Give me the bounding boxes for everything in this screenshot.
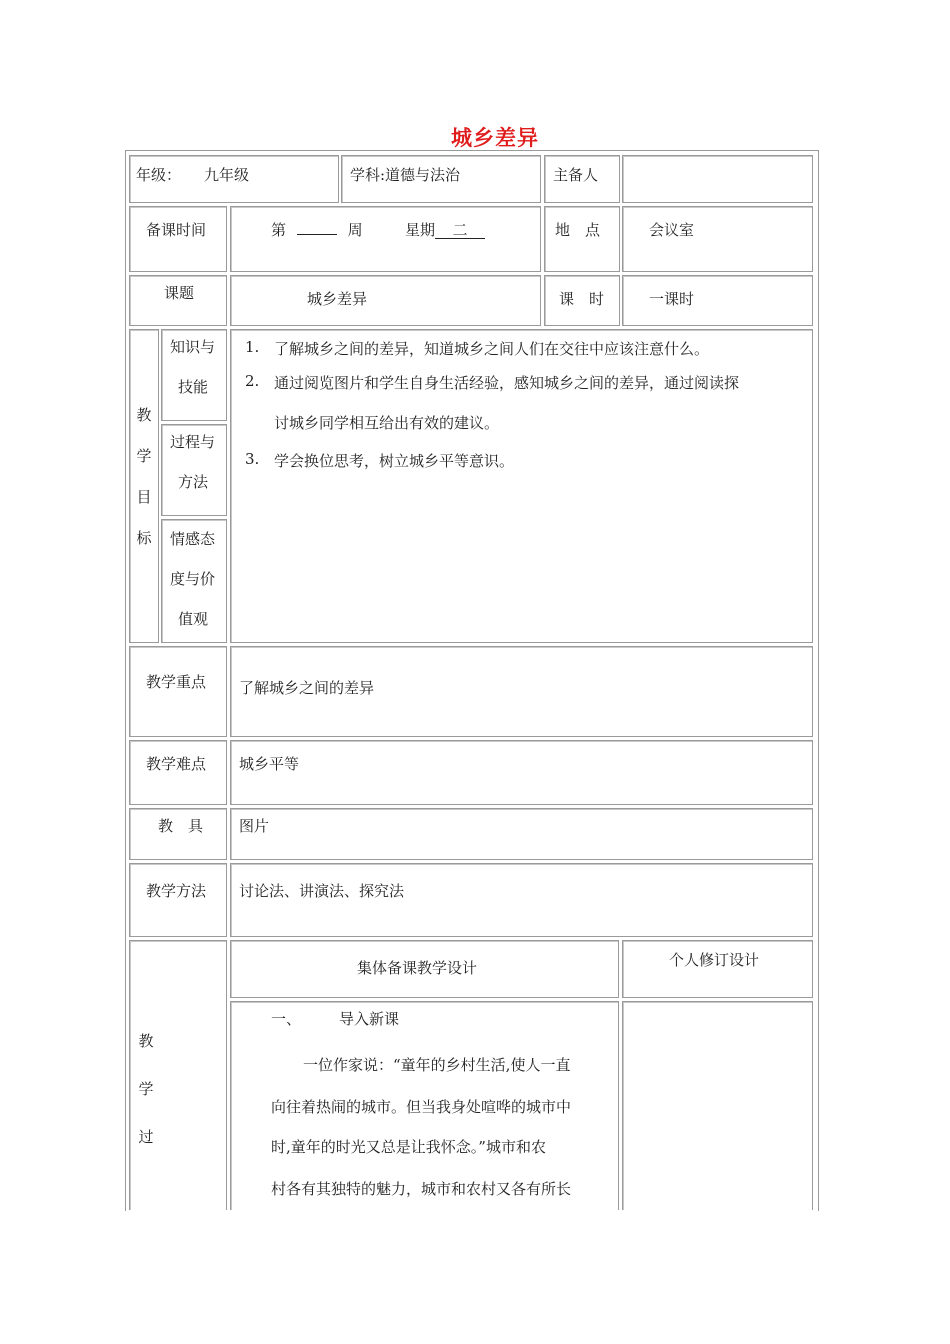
difficulty-value-cell: [230, 740, 813, 805]
intro-paragraph-line: 一位作家说：“童年的乡村生活,使人一直: [303, 1056, 571, 1074]
key-label-cell: [129, 646, 227, 737]
process-label-cell: [161, 424, 227, 516]
subject-cell: [341, 155, 541, 203]
time-value-cell: [230, 206, 541, 272]
personal-header-cell: [622, 940, 813, 998]
place-label-cell: [544, 206, 620, 272]
weekday-value-text: 二: [452, 221, 468, 239]
key-value-cell: [230, 646, 813, 737]
grade-value: 九年级: [204, 166, 250, 184]
tools-value-cell: [230, 808, 813, 860]
tools-label-cell: [129, 808, 227, 860]
objectives-group-char: 目: [136, 488, 152, 506]
week-prefix: 第: [271, 221, 287, 239]
emotion-label-line2: 度与价: [170, 570, 216, 588]
period-value: 一课时: [649, 290, 695, 308]
objectives-group-cell: [129, 329, 159, 643]
week-suffix: 周: [347, 221, 363, 239]
grade-label: 年级：: [136, 166, 182, 184]
section-title: 导入新课: [339, 1010, 400, 1028]
period-label-cell: [544, 275, 620, 326]
process-group-char: 过: [138, 1128, 154, 1146]
emotion-label-line1: 情感态: [170, 530, 216, 548]
topic-value: 城乡差异: [307, 290, 368, 308]
collective-content-cell: [230, 1001, 619, 1210]
objectives-group-char: 学: [136, 447, 152, 465]
objective-text: 通过阅览图片和学生自身生活经验，感知城乡之间的差异，通过阅读探: [274, 374, 740, 392]
knowledge-label-line1: 知识与: [170, 338, 216, 356]
objectives-content-cell: [230, 329, 813, 643]
collective-header-cell: [230, 940, 619, 998]
weekday-value: [435, 222, 485, 239]
objective-text: 讨城乡同学相互给出有效的建议。: [274, 414, 500, 432]
process-group-label: [136, 1031, 156, 1175]
intro-paragraph-line: 时,童年的时光又总是让我怀念。”城市和农: [271, 1138, 546, 1156]
key-value: 了解城乡之间的差异: [239, 679, 375, 697]
subject-text: 学科:道德与法治: [350, 166, 461, 184]
place-value-cell: [622, 206, 813, 272]
time-label-cell: [129, 206, 227, 272]
grade-cell: [129, 155, 339, 203]
key-label: 教学重点: [146, 673, 207, 691]
preparer-label: 主备人: [553, 166, 599, 184]
topic-label-cell: [129, 275, 227, 326]
method-label-cell: [129, 863, 227, 937]
personal-content-cell: [622, 1001, 813, 1210]
method-value-cell: [230, 863, 813, 937]
difficulty-label: 教学难点: [146, 755, 207, 773]
intro-paragraph-line: 向往着热闹的城市。但当我身处喧哗的城市中: [271, 1098, 572, 1116]
time-label: 备课时间: [146, 221, 207, 239]
preparer-label-cell: [544, 155, 620, 203]
place-value: 会议室: [649, 221, 695, 239]
preparer-value-cell: [622, 155, 813, 203]
tools-label: 教 具: [158, 817, 204, 835]
process-label-line1: 过程与: [170, 433, 216, 451]
document-title: 城乡差异: [451, 126, 539, 150]
collective-header: 集体备课教学设计: [357, 959, 478, 977]
difficulty-label-cell: [129, 740, 227, 805]
objective-num: 1.: [245, 338, 260, 356]
process-group-char: 教: [138, 1032, 154, 1050]
objective-num: 2.: [245, 372, 260, 390]
process-group-cell: [129, 940, 227, 1210]
topic-value-cell: [230, 275, 541, 326]
objective-num: 3.: [245, 450, 260, 468]
week-blank: [297, 234, 337, 235]
process-label-line2: 方法: [178, 473, 209, 491]
section-number: 一、: [271, 1010, 302, 1028]
knowledge-label-line2: 技能: [178, 378, 209, 396]
intro-paragraph-line: 村各有其独特的魅力，城市和农村又各有所长: [271, 1180, 572, 1198]
process-group-char: 学: [138, 1080, 154, 1098]
objective-text: 了解城乡之间的差异，知道城乡之间人们在交往中应该注意什么。: [274, 340, 710, 358]
emotion-label-line3: 值观: [178, 610, 209, 628]
personal-header: 个人修订设计: [669, 951, 760, 969]
period-label: 课 时: [559, 290, 605, 308]
method-label: 教学方法: [146, 882, 207, 900]
place-label: 地 点: [555, 221, 601, 239]
knowledge-label-cell: [161, 329, 227, 421]
objectives-group-char: 标: [136, 529, 152, 547]
tools-value: 图片: [239, 817, 270, 835]
emotion-label-cell: [161, 519, 227, 643]
topic-label: 课题: [164, 284, 195, 302]
objectives-group-label: [134, 404, 154, 568]
period-value-cell: [622, 275, 813, 326]
weekday-text: [405, 219, 485, 240]
week-text: [271, 219, 363, 240]
difficulty-value: 城乡平等: [239, 755, 300, 773]
objectives-group-char: 教: [136, 406, 152, 424]
weekday-prefix: 星期: [405, 221, 436, 239]
objective-text: 学会换位思考，树立城乡平等意识。: [274, 452, 515, 470]
method-value: 讨论法、讲演法、探究法: [239, 882, 405, 900]
